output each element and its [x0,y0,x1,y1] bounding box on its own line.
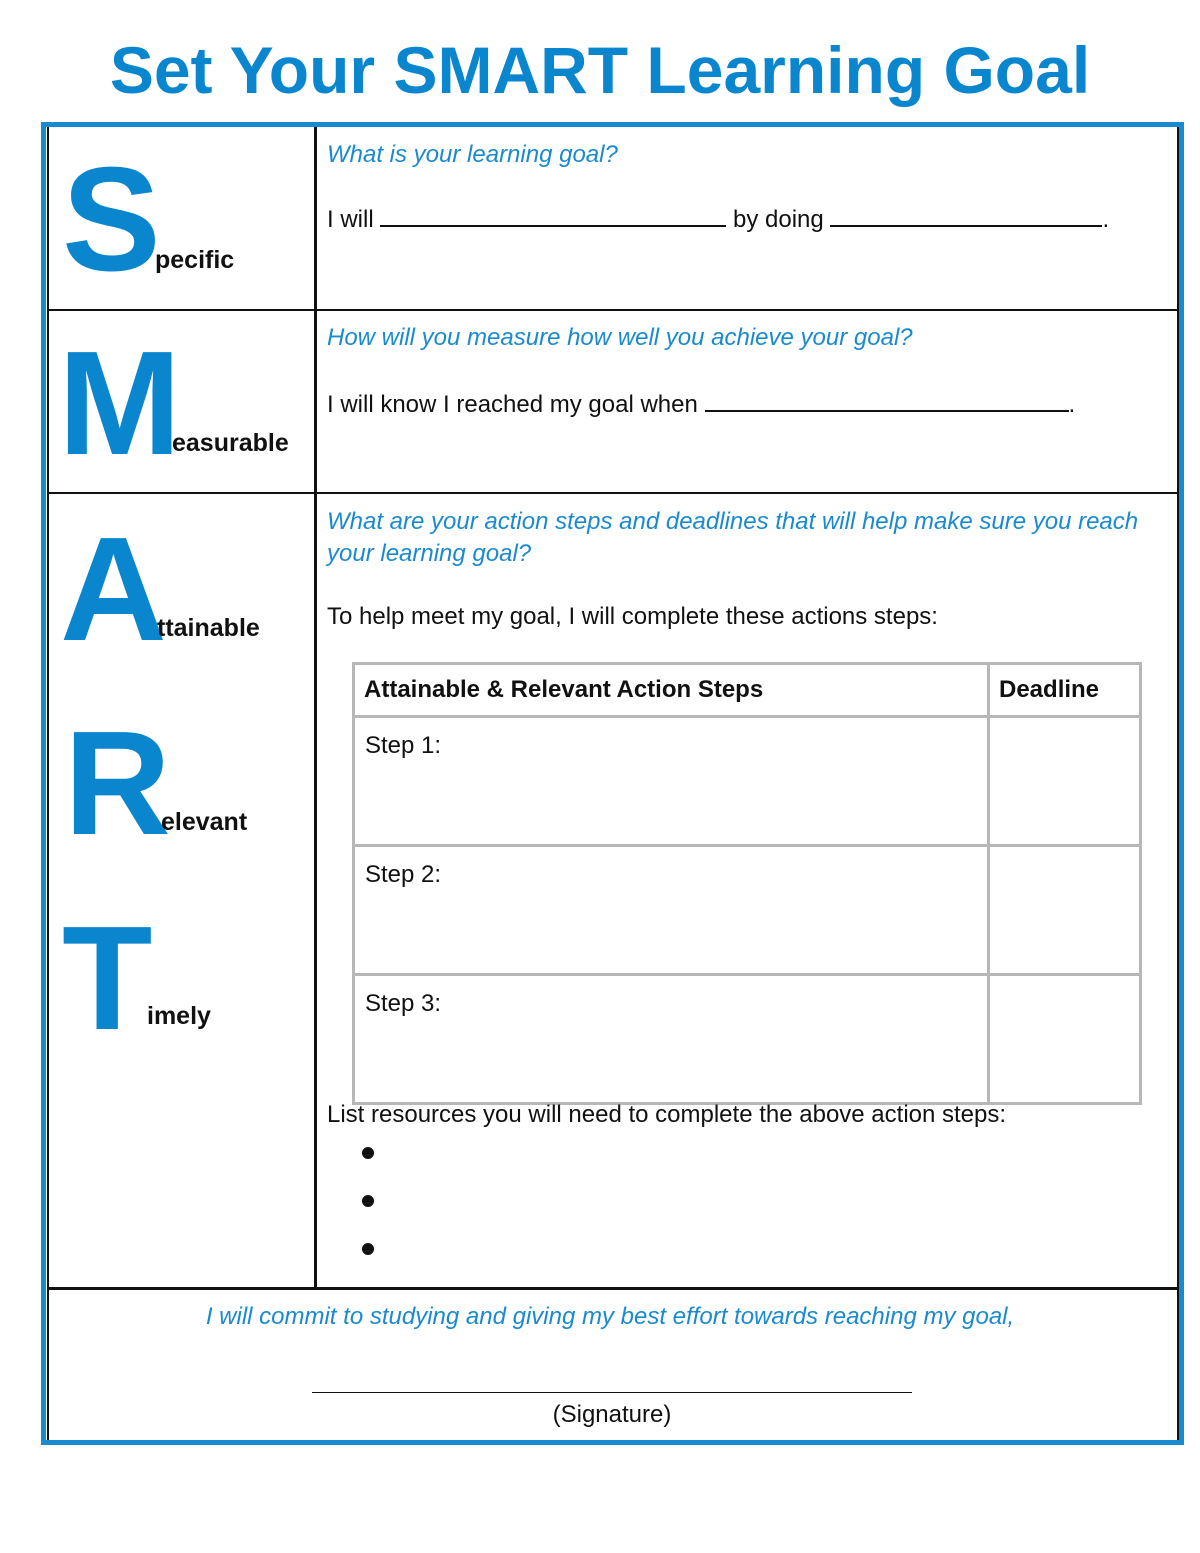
letter-s: S [62,137,161,302]
label-measurable: easurable [172,429,289,457]
resources-label: List resources you will need to complete the above action steps: [327,1101,1007,1128]
left-inner-border [47,127,49,1440]
method-blank[interactable] [830,203,1102,227]
table-row [354,975,1141,1104]
row-divider-commitment [48,1287,1179,1290]
letter-t: T [62,896,153,1061]
specific-stmt-end: . [1102,206,1110,233]
resource-bullet-2[interactable] [362,1195,374,1207]
signature-label: (Signature) [552,1401,672,1428]
specific-stmt-mid: by doing [733,206,824,233]
label-relevant: elevant [161,808,248,836]
letter-m: M [58,321,182,486]
step-1-cell[interactable]: Step 1: [354,717,989,846]
commitment-text: I will commit to studying and giving my best effort towards reaching my goal, [205,1303,1015,1330]
row-divider-measurable [48,492,1179,494]
measurable-stmt-start: I will know I reached my goal when [327,391,698,418]
label-specific: pecific [155,246,235,274]
resource-bullet-3[interactable] [362,1243,374,1255]
step-2-cell[interactable]: Step 2: [354,846,989,975]
measurable-statement [327,388,1075,419]
column-divider [314,127,317,1289]
deadline-3-cell[interactable] [989,975,1141,1104]
table-row [354,846,1141,975]
measure-blank[interactable] [705,388,1069,412]
table-row [354,717,1141,846]
label-attainable: ttainable [157,614,260,642]
measurable-stmt-end: . [1068,391,1076,418]
specific-question: What is your learning goal? [327,141,618,168]
measurable-question: How will you measure how well you achieve your goal? [327,324,913,351]
step-3-cell[interactable]: Step 3: [354,975,989,1104]
row-divider-specific [48,309,1179,311]
goal-blank[interactable] [380,203,726,227]
signature-line[interactable] [312,1392,912,1393]
letter-a: A [60,507,167,672]
letter-r: R [64,701,171,866]
action-question: What are your action steps and deadlines that will help make sure you reach your learning goal? [327,508,1139,567]
action-intro: To help meet my goal, I will complete these actions steps: [327,603,938,630]
table-header-row [354,664,1141,717]
header-action-steps: Attainable & Relevant Action Steps [354,664,989,717]
specific-statement [327,203,1109,234]
action-steps-table [352,662,1142,1105]
resource-bullet-1[interactable] [362,1147,374,1159]
page-title: Set Your SMART Learning Goal [109,33,1091,107]
deadline-2-cell[interactable] [989,846,1141,975]
header-deadline: Deadline [989,664,1141,717]
deadline-1-cell[interactable] [989,717,1141,846]
specific-stmt-start: I will [327,206,374,233]
right-inner-border [1177,127,1179,1440]
label-timely: imely [147,1002,211,1030]
